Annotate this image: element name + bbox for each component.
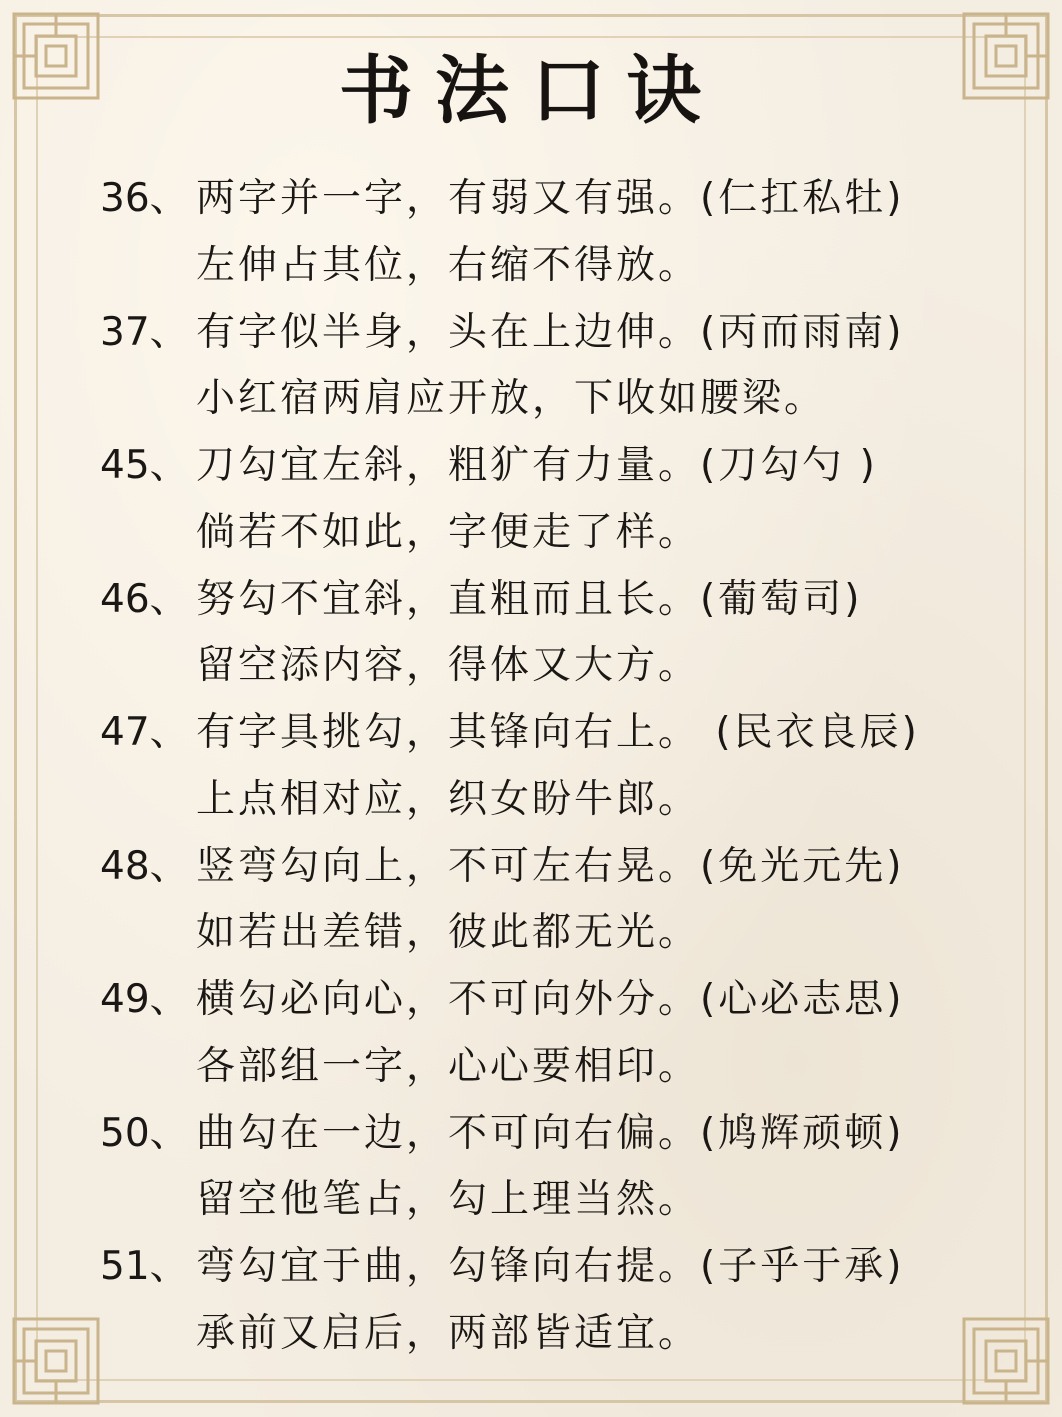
verse-line-1 — [100, 967, 980, 1034]
verse-number: 45、 — [100, 443, 189, 488]
verse-line-1 — [100, 834, 980, 901]
verse-item — [100, 700, 980, 834]
verse-item — [100, 834, 980, 968]
verse-line-2: 左伸占其位，右缩不得放。 — [196, 242, 701, 288]
verse-item — [100, 166, 980, 300]
verse-number: 48、 — [100, 843, 189, 889]
verse-text: 努勾不宜斜，直粗而且长。(葡萄司) — [196, 576, 863, 622]
verse-list — [100, 166, 980, 1368]
verse-text: 曲勾在一边，不可向右偏。(鸠辉顽顿) — [196, 1110, 905, 1156]
verse-line-1 — [100, 433, 980, 500]
verse-line-1 — [100, 166, 980, 233]
verse-line-2: 倘若不如此，字便走了样。 — [196, 509, 701, 555]
verse-number: 46、 — [100, 576, 189, 622]
corner-ornament-icon — [10, 1315, 102, 1407]
verse-item — [100, 433, 980, 567]
verse-line-1 — [100, 700, 980, 767]
page-title: 书法口诀 — [339, 48, 723, 134]
verse-item — [100, 300, 980, 434]
verse-line-1 — [100, 1101, 980, 1168]
verse-item — [100, 1234, 980, 1368]
verse-text: 横勾必向心，不可向外分。(心必志思) — [196, 977, 905, 1022]
verse-number: 37、 — [100, 309, 189, 355]
verse-text: 竖弯勾向上，不可左右晃。(免光元先) — [196, 843, 905, 889]
verse-number: 51、 — [100, 1244, 189, 1289]
verse-item — [100, 1101, 980, 1235]
verse-line-2: 承前又启后，两部皆适宜。 — [196, 1310, 701, 1356]
verse-number: 50、 — [100, 1110, 189, 1156]
verse-text: 两字并一字，有弱又有强。(仁扛私牡) — [196, 176, 905, 221]
verse-line-2: 如若出差错，彼此都无光。 — [196, 910, 701, 956]
verse-number: 36、 — [100, 176, 189, 221]
verse-number: 47、 — [100, 710, 189, 755]
verse-line-2: 留空他笔占，勾上理当然。 — [196, 1177, 701, 1223]
verse-text: 弯勾宜于曲，勾锋向右提。(子乎于承) — [196, 1244, 905, 1289]
verse-item — [100, 967, 980, 1101]
verse-line-1 — [100, 567, 980, 634]
verse-line-1 — [100, 1234, 980, 1301]
verse-line-2: 各部组一字，心心要相印。 — [196, 1043, 701, 1089]
verse-line-2: 小红宿两肩应开放，下收如腰梁。 — [196, 376, 827, 422]
verse-line-2: 上点相对应，织女盼牛郎。 — [196, 776, 701, 822]
verse-text: 有字具挑勾，其锋向右上。 (民衣良辰) — [196, 710, 920, 755]
verse-item — [100, 567, 980, 701]
verse-text: 刀勾宜左斜，粗犷有力量。(刀勾勺 ) — [196, 443, 878, 488]
verse-text: 有字似半身，头在上边伸。(丙而雨南) — [196, 309, 905, 355]
verse-number: 49、 — [100, 977, 189, 1022]
verse-line-1 — [100, 300, 980, 367]
verse-line-2: 留空添内容，得体又大方。 — [196, 643, 701, 689]
